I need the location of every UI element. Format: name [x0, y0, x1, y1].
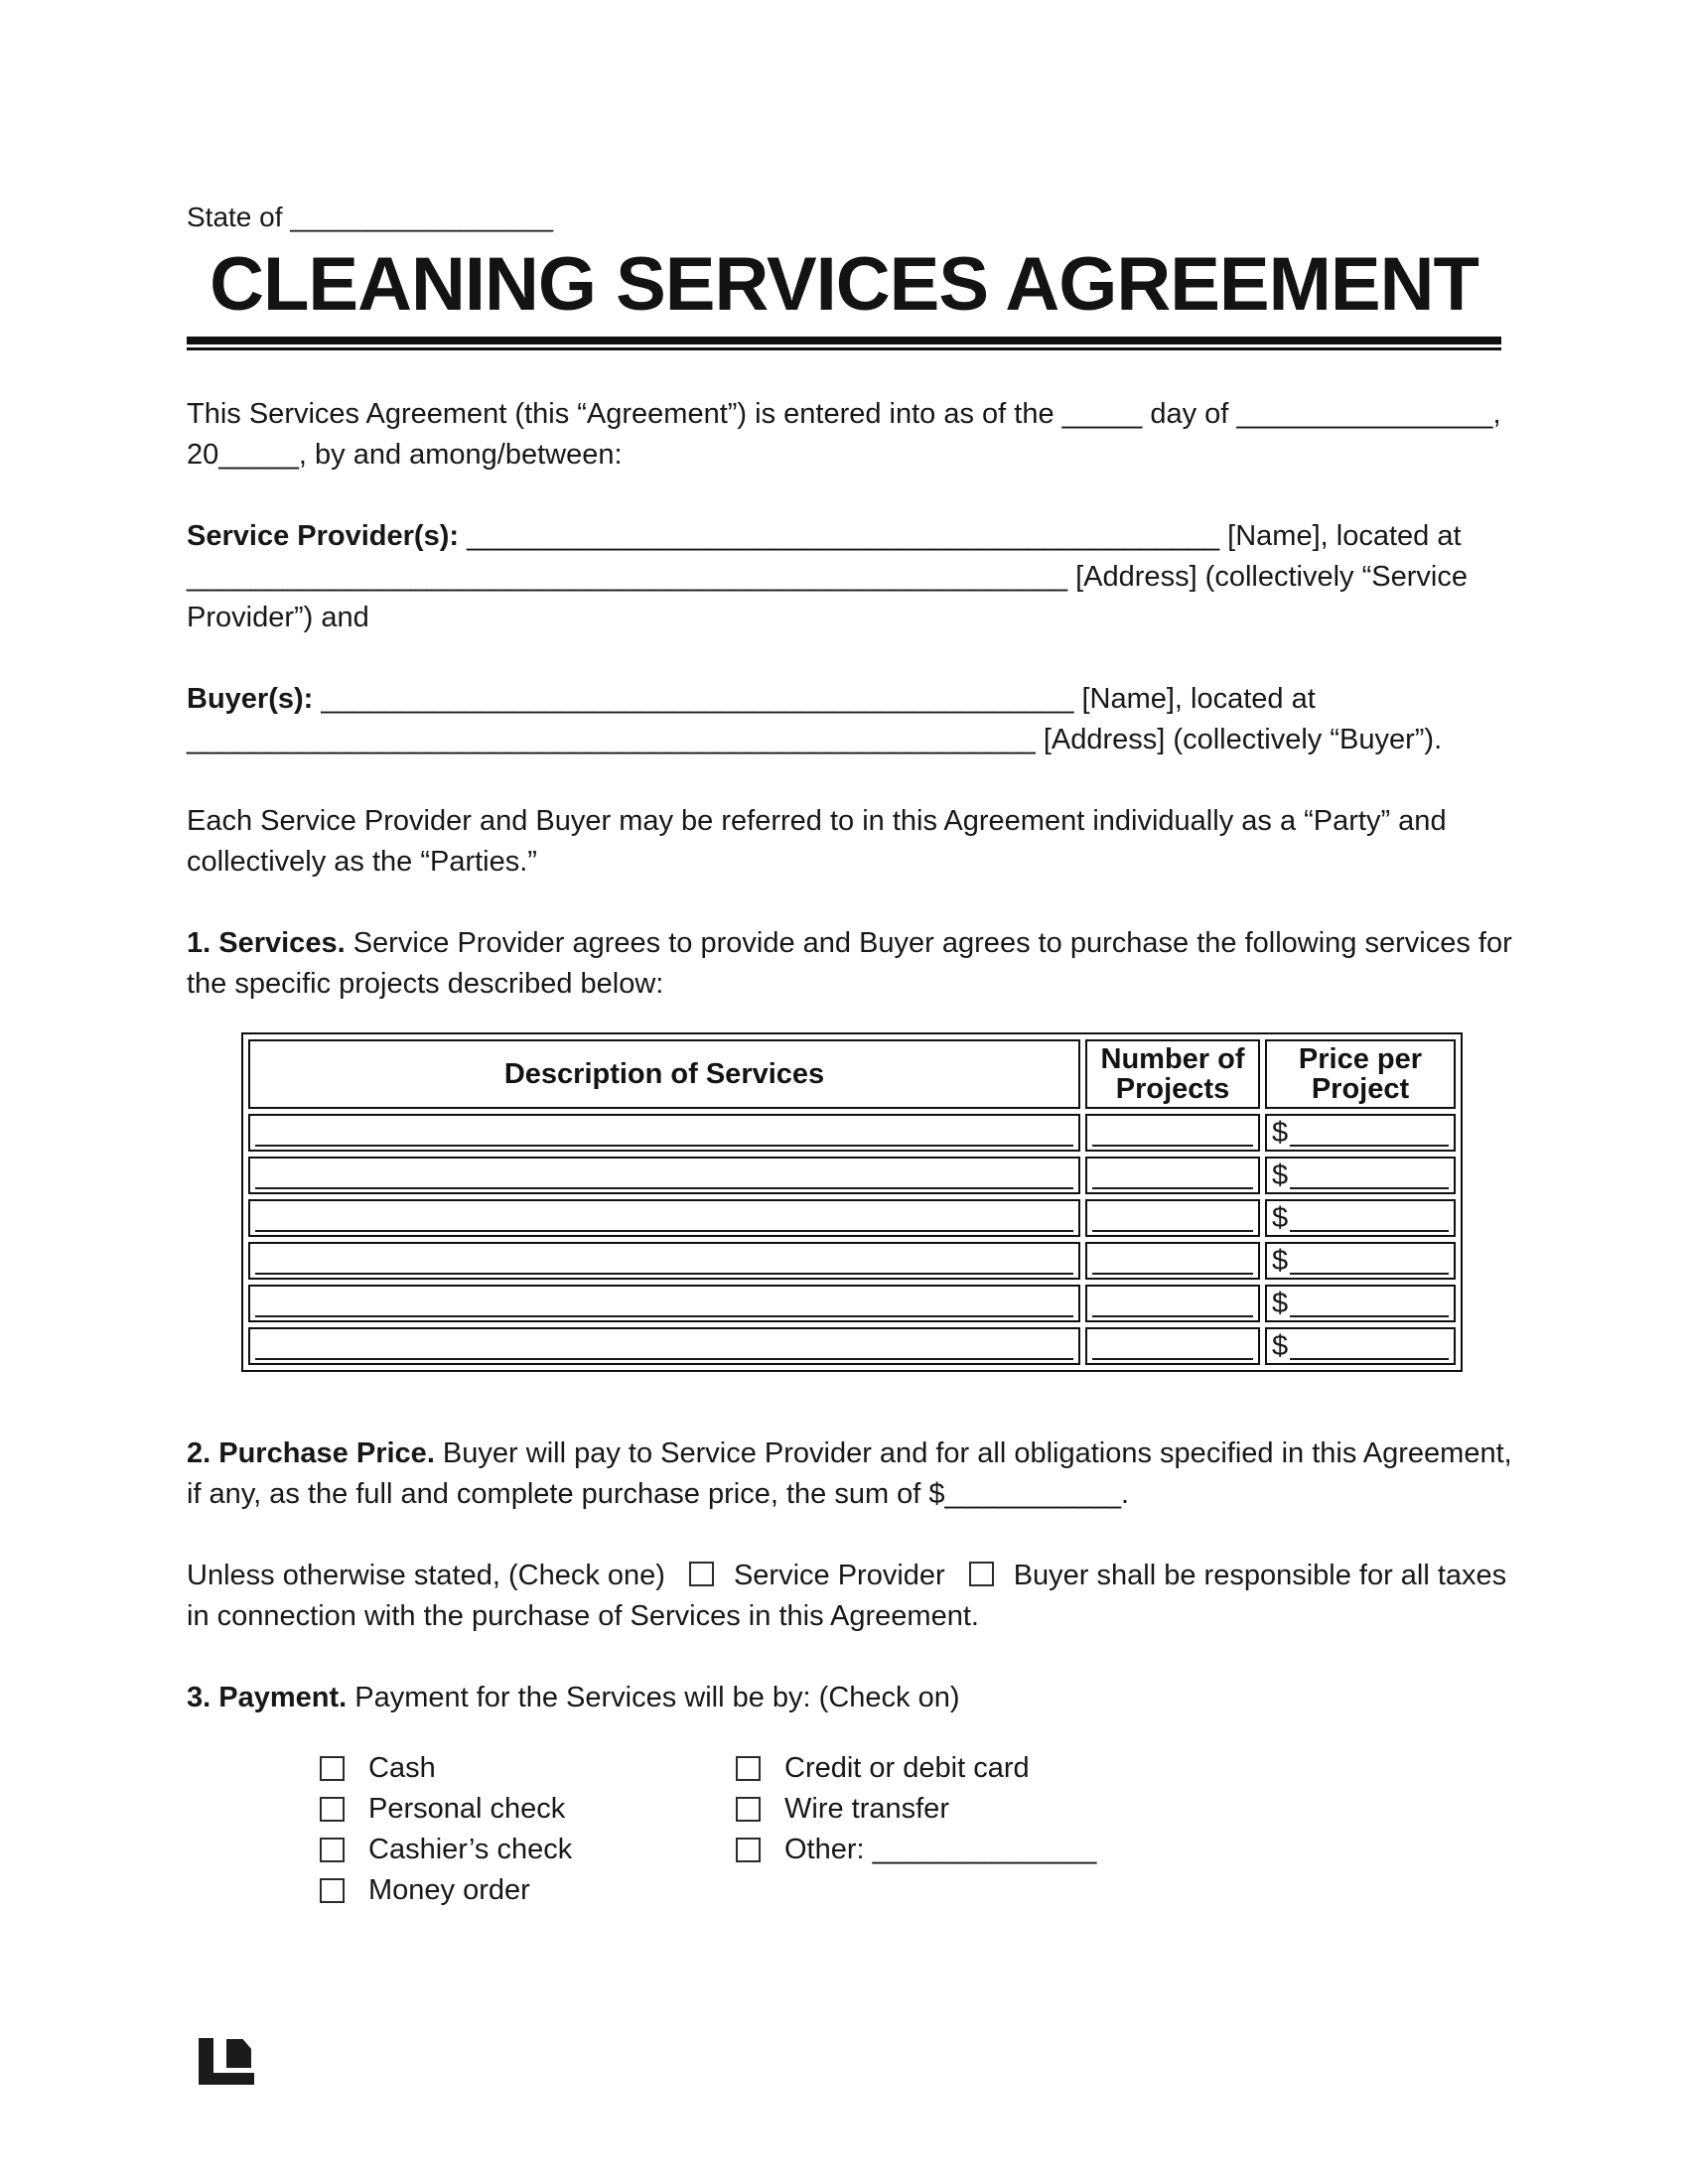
payment-option-label: Other: ______________: [784, 1834, 1097, 1865]
price-per-project-cell: [1265, 1199, 1456, 1237]
payment-option: [736, 1748, 1096, 1789]
currency-symbol: $: [1272, 1202, 1289, 1234]
number-of-projects-field[interactable]: [1092, 1249, 1253, 1275]
payment-option-label: Money order: [368, 1874, 530, 1906]
services-table-row: [248, 1242, 1456, 1280]
service-description-field[interactable]: [255, 1206, 1073, 1232]
services-section-label: 1. Services.: [187, 927, 346, 959]
parties-paragraph: [187, 801, 1501, 883]
buyer-name-field[interactable]: _______________________________________________ [Name], located at: [313, 683, 1316, 715]
payment-option: [320, 1789, 736, 1830]
purchase-price-label: 2. Purchase Price.: [187, 1437, 435, 1469]
payment-option-label: Wire transfer: [784, 1793, 949, 1825]
checkbox-icon[interactable]: [320, 1838, 345, 1862]
number-of-projects-cell: [1085, 1114, 1260, 1152]
payment-option-label: Credit or debit card: [784, 1752, 1030, 1784]
title-rule: [187, 337, 1501, 350]
payment-options-column-1: [320, 1748, 736, 1911]
parties-line-1: Each Service Provider and Buyer may be referred to in this Agreement individually as a “Party” and: [187, 805, 1447, 837]
header-description-of-services: Description of Services: [248, 1039, 1080, 1109]
legal-templates-logo: [199, 2038, 254, 2085]
buyer-label: Buyer(s):: [187, 683, 314, 715]
services-table-header-row: [248, 1039, 1456, 1109]
services-table-row: [248, 1157, 1456, 1194]
taxes-option-service-provider: Service Provider: [733, 1560, 945, 1591]
buyer-line-1: [187, 679, 1501, 720]
buyer-paragraph: [187, 679, 1501, 760]
number-of-projects-field[interactable]: [1092, 1121, 1253, 1147]
logo-l-foot: [199, 2073, 254, 2085]
price-per-project-cell: [1265, 1327, 1456, 1365]
payment-option: [320, 1870, 736, 1911]
service-provider-paragraph: [187, 516, 1501, 638]
description-cell: [248, 1327, 1080, 1365]
payment-option: [320, 1748, 736, 1789]
currency-symbol: $: [1272, 1117, 1289, 1149]
payment-option-label: Personal check: [368, 1793, 566, 1825]
service-provider-line-1: [187, 516, 1501, 557]
price-per-project-cell: [1265, 1242, 1456, 1280]
service-description-field[interactable]: [255, 1334, 1073, 1360]
services-table-body: [248, 1114, 1456, 1365]
price-per-project-field[interactable]: [1290, 1334, 1449, 1360]
buyer-line-2[interactable]: _____________________________________________________ [Address] (collectively “Buyer”).: [187, 724, 1443, 755]
services-table-row: [248, 1285, 1456, 1322]
taxes-line-1: [187, 1556, 1507, 1596]
service-provider-taxes-checkbox[interactable]: [689, 1562, 714, 1586]
number-of-projects-cell: [1085, 1327, 1260, 1365]
currency-symbol: $: [1272, 1288, 1289, 1319]
number-of-projects-cell: [1085, 1242, 1260, 1280]
number-of-projects-field[interactable]: [1092, 1206, 1253, 1232]
price-per-project-field[interactable]: [1290, 1249, 1449, 1275]
service-description-field[interactable]: [255, 1292, 1073, 1317]
price-per-project-cell: [1265, 1285, 1456, 1322]
services-table-row: [248, 1199, 1456, 1237]
services-line-1: [187, 923, 1512, 964]
services-table-row: [248, 1114, 1456, 1152]
intro-line-2: 20_____, by and among/between:: [187, 439, 623, 471]
services-line-2: the specific projects described below:: [187, 968, 664, 1000]
services-table: [241, 1032, 1463, 1372]
description-cell: [248, 1199, 1080, 1237]
number-of-projects-cell: [1085, 1157, 1260, 1194]
number-of-projects-field[interactable]: [1092, 1163, 1253, 1189]
description-cell: [248, 1157, 1080, 1194]
payment-option-label: Cash: [368, 1752, 436, 1784]
taxes-lead-text: Unless otherwise stated, (Check one): [187, 1560, 665, 1591]
payment-option: [736, 1789, 1096, 1830]
buyer-taxes-checkbox[interactable]: [969, 1562, 994, 1586]
checkbox-icon[interactable]: [320, 1878, 345, 1903]
service-description-field[interactable]: [255, 1121, 1073, 1147]
checkbox-icon[interactable]: [736, 1797, 761, 1822]
payment-text: Payment for the Services will be by: (Check on): [347, 1682, 960, 1713]
intro-line-1: This Services Agreement (this “Agreement”) is entered into as of the _____ day of ________________,: [187, 398, 1501, 430]
checkbox-icon[interactable]: [320, 1756, 345, 1781]
number-of-projects-cell: [1085, 1199, 1260, 1237]
payment-option: [736, 1830, 1096, 1870]
header-number-of-projects: Number of Projects: [1085, 1039, 1260, 1109]
purchase-price-text: Buyer will pay to Service Provider and for all obligations specified in this Agreement,: [434, 1437, 1512, 1469]
checkbox-icon[interactable]: [736, 1756, 761, 1781]
taxes-option-buyer: Buyer shall be responsible for all taxes: [1013, 1560, 1507, 1591]
services-section-text: Service Provider agrees to provide and Buyer agrees to purchase the following services for: [345, 927, 1512, 959]
state-of-blank-field[interactable]: _________________: [290, 202, 554, 232]
service-provider-name-field[interactable]: _______________________________________________ [Name], located at: [459, 520, 1462, 552]
logo-document-icon: [226, 2039, 251, 2068]
price-per-project-field[interactable]: [1290, 1163, 1449, 1189]
payment-paragraph: [187, 1678, 1501, 1718]
price-per-project-field[interactable]: [1290, 1121, 1449, 1147]
number-of-projects-field[interactable]: [1092, 1292, 1253, 1317]
service-description-field[interactable]: [255, 1249, 1073, 1275]
price-per-project-field[interactable]: [1290, 1292, 1449, 1317]
currency-symbol: $: [1272, 1330, 1289, 1362]
parties-line-2: collectively as the “Parties.”: [187, 846, 537, 878]
purchase-price-paragraph: [187, 1433, 1512, 1515]
intro-paragraph: [187, 394, 1501, 476]
description-cell: [248, 1285, 1080, 1322]
payment-options-grid: [320, 1748, 1501, 1911]
purchase-price-line-1: [187, 1433, 1512, 1474]
checkbox-icon[interactable]: [736, 1838, 761, 1862]
services-table-row: [248, 1327, 1456, 1365]
currency-symbol: $: [1272, 1245, 1289, 1277]
price-per-project-field[interactable]: [1290, 1206, 1449, 1232]
taxes-paragraph: [187, 1556, 1507, 1637]
payment-label: 3. Payment.: [187, 1682, 348, 1713]
service-provider-line-2[interactable]: _______________________________________________________ [Address] (collectively “Service: [187, 561, 1468, 593]
state-of-label: State of: [187, 202, 291, 232]
page-title: CLEANING SERVICES AGREEMENT: [210, 242, 1478, 327]
currency-symbol: $: [1272, 1160, 1289, 1191]
state-of-line: [187, 197, 1501, 237]
description-cell: [248, 1114, 1080, 1152]
checkbox-icon[interactable]: [320, 1797, 345, 1822]
services-paragraph: [187, 923, 1512, 1005]
purchase-price-line-2[interactable]: if any, as the full and complete purchase price, the sum of $___________.: [187, 1478, 1130, 1510]
payment-option: [320, 1830, 736, 1870]
payment-line-1: [187, 1678, 1501, 1718]
taxes-line-2: in connection with the purchase of Services in this Agreement.: [187, 1600, 979, 1632]
price-per-project-cell: [1265, 1157, 1456, 1194]
header-price-per-project: Price per Project: [1265, 1039, 1456, 1109]
number-of-projects-field[interactable]: [1092, 1334, 1253, 1360]
service-description-field[interactable]: [255, 1163, 1073, 1189]
payment-option-label: Cashier’s check: [368, 1834, 573, 1865]
number-of-projects-cell: [1085, 1285, 1260, 1322]
service-provider-line-3: Provider”) and: [187, 602, 369, 633]
description-cell: [248, 1242, 1080, 1280]
service-provider-label: Service Provider(s):: [187, 520, 460, 552]
payment-options-column-2: [736, 1748, 1096, 1911]
price-per-project-cell: [1265, 1114, 1456, 1152]
